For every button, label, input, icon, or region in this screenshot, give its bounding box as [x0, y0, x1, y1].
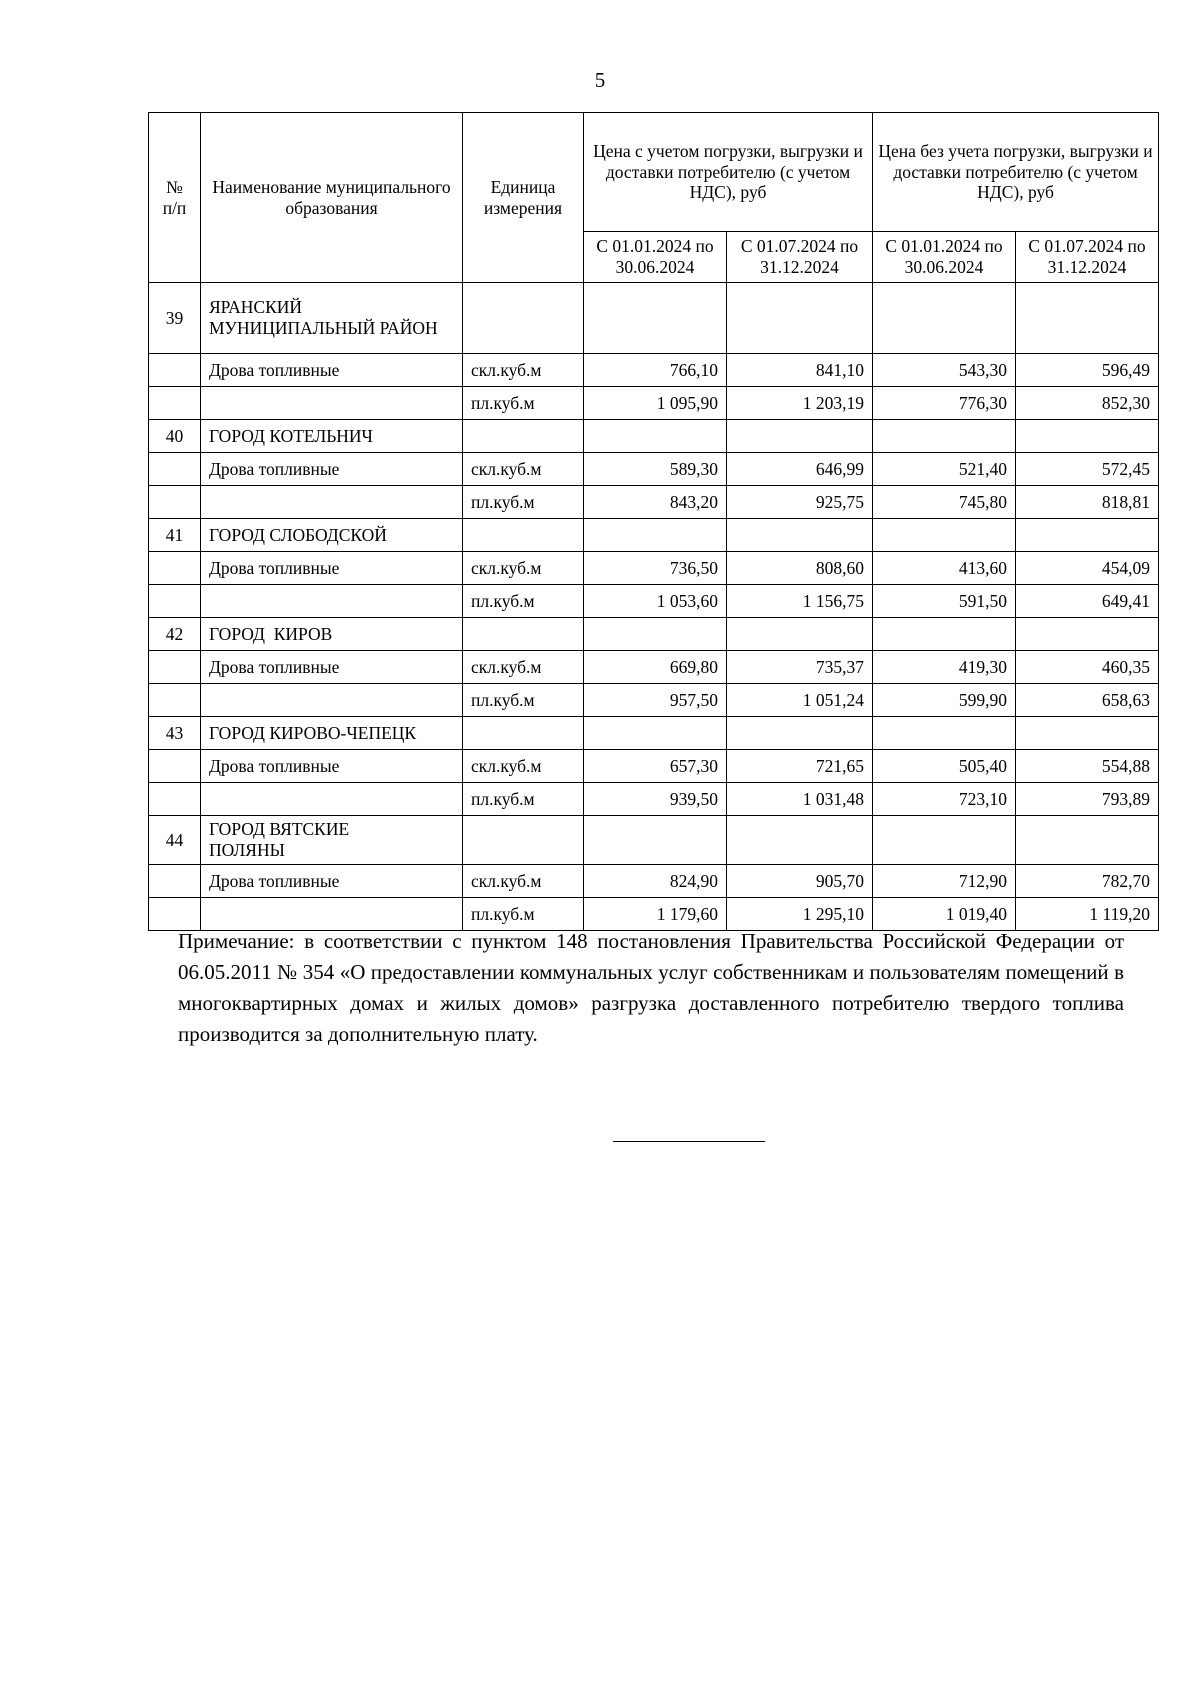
value-cell: 905,70	[727, 865, 873, 898]
value-cell: 505,40	[873, 750, 1016, 783]
region-name: ГОРОД СЛОБОДСКОЙ	[201, 519, 463, 552]
value-cell: 1 053,60	[584, 585, 727, 618]
table-row	[149, 552, 1159, 585]
value-cell: 712,90	[873, 865, 1016, 898]
value-cell: 745,80	[873, 486, 1016, 519]
value-cell: 1 203,19	[727, 387, 873, 420]
value-cell: 599,90	[873, 684, 1016, 717]
value-cell: 766,10	[584, 354, 727, 387]
value-cell: 460,35	[1016, 651, 1159, 684]
value-cell: 841,10	[727, 354, 873, 387]
header-period-1: С 01.01.2024 по 30.06.2024	[584, 232, 727, 283]
table-row-region	[149, 420, 1159, 453]
value-cell: 852,30	[1016, 387, 1159, 420]
value-cell: 957,50	[584, 684, 727, 717]
value-cell: 824,90	[584, 865, 727, 898]
value-cell: 521,40	[873, 453, 1016, 486]
value-cell: 793,89	[1016, 783, 1159, 816]
header-period-2: С 01.07.2024 по 31.12.2024	[727, 232, 873, 283]
region-number: 41	[149, 519, 201, 552]
table-row	[149, 651, 1159, 684]
item-name: Дрова топливные	[201, 552, 463, 585]
unit-cell: скл.куб.м	[463, 651, 584, 684]
region-number: 44	[149, 816, 201, 865]
table-row-region	[149, 519, 1159, 552]
unit-cell: скл.куб.м	[463, 750, 584, 783]
item-name: Дрова топливные	[201, 750, 463, 783]
header-period-4: С 01.07.2024 по 31.12.2024	[1016, 232, 1159, 283]
table-row	[149, 750, 1159, 783]
price-table	[148, 112, 1159, 931]
value-cell: 808,60	[727, 552, 873, 585]
value-cell: 589,30	[584, 453, 727, 486]
value-cell: 543,30	[873, 354, 1016, 387]
value-cell: 658,63	[1016, 684, 1159, 717]
table-row-region	[149, 283, 1159, 354]
value-cell: 925,75	[727, 486, 873, 519]
table-row	[149, 865, 1159, 898]
region-name: ГОРОД КИРОВО-ЧЕПЕЦК	[201, 717, 463, 750]
value-cell: 1 051,24	[727, 684, 873, 717]
value-cell: 1 156,75	[727, 585, 873, 618]
value-cell: 776,30	[873, 387, 1016, 420]
value-cell: 649,41	[1016, 585, 1159, 618]
header-num: № п/п	[149, 113, 201, 283]
page-number: 5	[594, 68, 606, 92]
item-name: Дрова топливные	[201, 354, 463, 387]
footnote-text: Примечание: в соответствии с пунктом 148 постановления Правительства Российской Федерации от 06.05.2011 № 354 «О предоставлении коммунальных услуг собственникам и пользователям помещений в многоквартирных домах и жилых домов» разгрузка доставленного потребителю твердого топлива производится за дополнительную плату.	[178, 929, 1124, 1046]
value-cell: 419,30	[873, 651, 1016, 684]
value-cell: 735,37	[727, 651, 873, 684]
unit-cell: пл.куб.м	[463, 783, 584, 816]
region-name: ГОРОД ВЯТСКИЕ ПОЛЯНЫ	[201, 816, 463, 865]
value-cell: 572,45	[1016, 453, 1159, 486]
region-name: ГОРОД КОТЕЛЬНИЧ	[201, 420, 463, 453]
value-cell: 1 295,10	[727, 898, 873, 931]
unit-cell: скл.куб.м	[463, 552, 584, 585]
table-row	[149, 486, 1159, 519]
table-row-region	[149, 618, 1159, 651]
region-number: 43	[149, 717, 201, 750]
header-price-without-delivery: Цена без учета погрузки, выгрузки и доставки потребителю (с учетом НДС), руб	[873, 113, 1159, 232]
value-cell: 596,49	[1016, 354, 1159, 387]
value-cell: 669,80	[584, 651, 727, 684]
unit-cell: пл.куб.м	[463, 684, 584, 717]
unit-cell: скл.куб.м	[463, 453, 584, 486]
table-row	[149, 453, 1159, 486]
value-cell: 939,50	[584, 783, 727, 816]
value-cell: 818,81	[1016, 486, 1159, 519]
table-row	[149, 684, 1159, 717]
value-cell: 1 095,90	[584, 387, 727, 420]
value-cell: 1 031,48	[727, 783, 873, 816]
item-name: Дрова топливные	[201, 651, 463, 684]
value-cell: 554,88	[1016, 750, 1159, 783]
value-cell: 591,50	[873, 585, 1016, 618]
region-number: 39	[149, 283, 201, 354]
header-name: Наименование муниципального образования	[201, 113, 463, 283]
value-cell: 646,99	[727, 453, 873, 486]
table-row	[149, 354, 1159, 387]
table-row-region	[149, 816, 1159, 865]
value-cell: 843,20	[584, 486, 727, 519]
table-row-region	[149, 717, 1159, 750]
table-row	[149, 783, 1159, 816]
header-period-3: С 01.01.2024 по 30.06.2024	[873, 232, 1016, 283]
table-row	[149, 585, 1159, 618]
item-name: Дрова топливные	[201, 453, 463, 486]
unit-cell: скл.куб.м	[463, 354, 584, 387]
value-cell: 1 179,60	[584, 898, 727, 931]
value-cell: 1 119,20	[1016, 898, 1159, 931]
region-number: 42	[149, 618, 201, 651]
unit-cell: пл.куб.м	[463, 387, 584, 420]
value-cell: 782,70	[1016, 865, 1159, 898]
header-unit: Единица измерения	[463, 113, 584, 283]
table-row	[149, 387, 1159, 420]
region-name: ЯРАНСКИЙ МУНИЦИПАЛЬНЫЙ РАЙОН	[201, 283, 463, 354]
item-name: Дрова топливные	[201, 865, 463, 898]
region-number: 40	[149, 420, 201, 453]
value-cell: 723,10	[873, 783, 1016, 816]
value-cell: 721,65	[727, 750, 873, 783]
value-cell: 413,60	[873, 552, 1016, 585]
value-cell: 454,09	[1016, 552, 1159, 585]
value-cell: 736,50	[584, 552, 727, 585]
unit-cell: пл.куб.м	[463, 898, 584, 931]
unit-cell: пл.куб.м	[463, 585, 584, 618]
region-name: ГОРОД КИРОВ	[201, 618, 463, 651]
header-price-with-delivery: Цена с учетом погрузки, выгрузки и доставки потребителю (с учетом НДС), руб	[584, 113, 873, 232]
end-divider	[613, 1141, 765, 1142]
value-cell: 657,30	[584, 750, 727, 783]
value-cell: 1 019,40	[873, 898, 1016, 931]
unit-cell: пл.куб.м	[463, 486, 584, 519]
unit-cell: скл.куб.м	[463, 865, 584, 898]
